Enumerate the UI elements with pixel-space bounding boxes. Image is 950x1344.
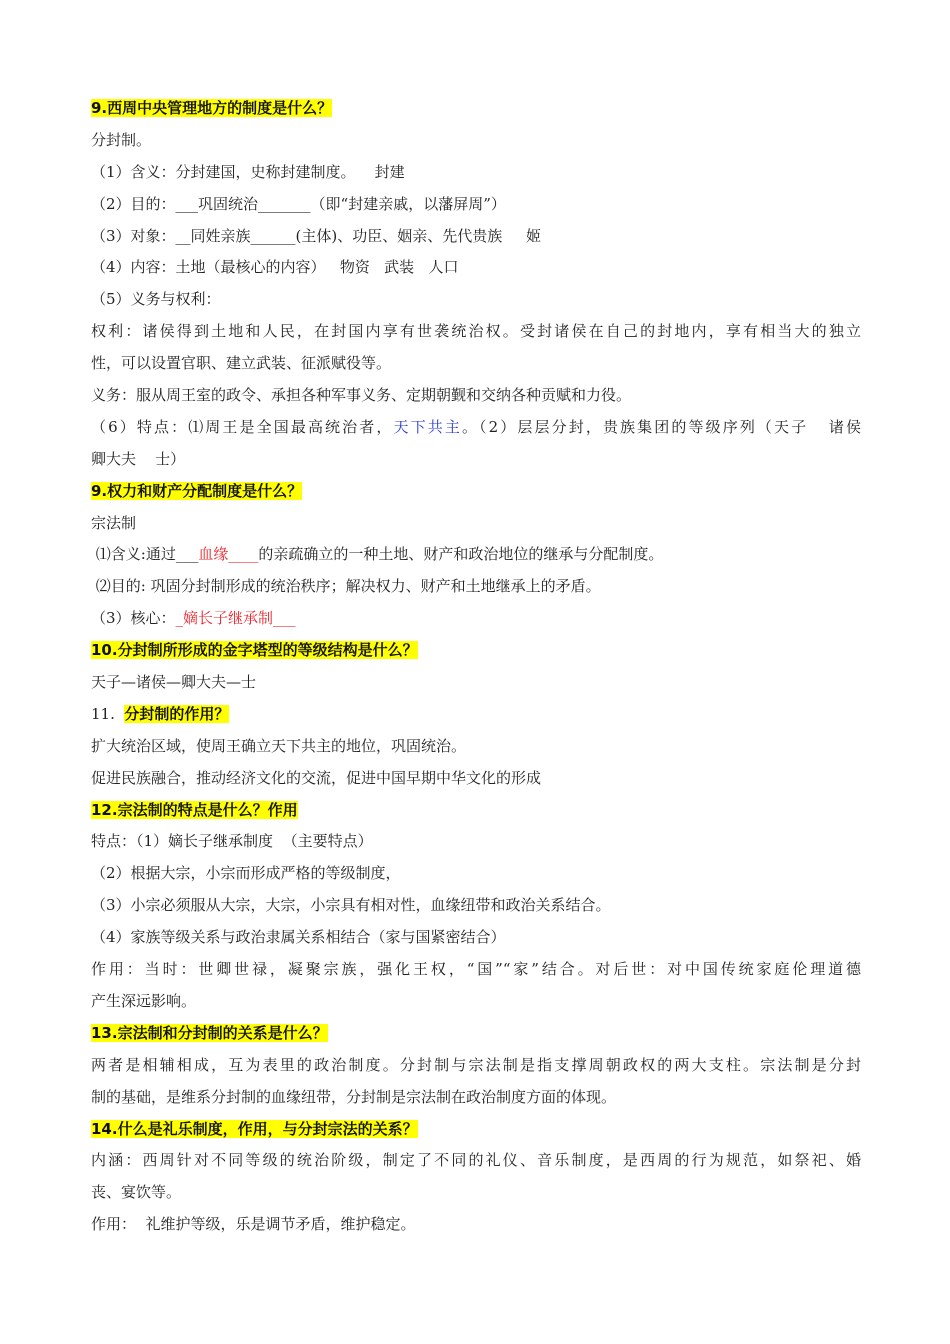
text-line xyxy=(91,891,861,923)
highlighted-heading-text: 9.权力和财产分配制度是什么？ xyxy=(91,481,303,500)
text-line xyxy=(91,764,861,796)
question-heading xyxy=(91,1019,861,1051)
text-line xyxy=(91,1178,861,1210)
text-segment: 制的基础，是维系分封制的血缘纽带，分封制是宗法制在政治制度方面的体现。 xyxy=(91,1087,617,1106)
document-page xyxy=(91,94,861,1242)
text-line xyxy=(91,987,861,1019)
text-segment: 两者是相辅相成，互为表里的政治制度。分封制与宗法制是指支撑周朝政权的两大支柱。宗法制是分封 xyxy=(91,1055,861,1074)
text-segment: （2）根据大宗，小宗而形成严格的等级制度， xyxy=(91,864,401,883)
highlighted-heading-text: 13.宗法制和分封制的关系是什么？ xyxy=(91,1023,328,1042)
text-segment: （4）家族等级关系与政治隶属关系相结合（家与国紧密结合） xyxy=(91,928,506,947)
text-segment: 权利：诸侯得到土地和人民，在封国内享有世袭统治权。受封诸侯在自己的封地内，享有相当大的独立 xyxy=(91,322,861,341)
text-segment: （1）含义：分封建国，史称封建制度。 封建 xyxy=(91,162,405,181)
text-line xyxy=(91,445,861,477)
text-line xyxy=(91,604,861,636)
text-segment: （3）小宗必须服从大宗，大宗，小宗具有相对性，血缘纽带和政治关系结合。 xyxy=(91,896,611,915)
text-segment: 义务：服从周王室的政令、承担各种军事义务、定期朝觐和交纳各种贡赋和力役。 xyxy=(91,386,632,405)
question-heading xyxy=(91,636,861,668)
highlighted-heading-text: 12.宗法制的特点是什么？作用 xyxy=(91,800,298,819)
text-line xyxy=(91,413,861,445)
highlighted-heading-text: 10.分封制所形成的金字塔型的等级结构是什么？ xyxy=(91,641,418,660)
text-line xyxy=(91,190,861,222)
text-line xyxy=(91,381,861,413)
text-segment: 丧、宴饮等。 xyxy=(91,1183,182,1202)
text-segment: ⑵目的: 巩固分封制形成的统治秩序；解决权力、财产和土地继承上的矛盾。 xyxy=(91,577,601,596)
text-segment: 卿大夫 士） xyxy=(91,449,186,468)
text-segment: 宗法制 xyxy=(91,513,137,532)
blue-key-text: 天下共主 xyxy=(393,417,462,436)
text-line xyxy=(91,859,861,891)
text-line xyxy=(91,732,861,764)
text-segment: （4）内容：土地（最核心的内容） 物资 武装 人口 xyxy=(91,258,459,277)
text-segment: ⑴含义:通过___ xyxy=(91,545,199,564)
text-segment: 促进民族融合，推动经济文化的交流，促进中国早期中华文化的形成 xyxy=(91,768,542,787)
text-segment: 产生深远影响。 xyxy=(91,991,197,1010)
text-segment: 特点：（1）嫡长子继承制度 （主要特点） xyxy=(91,832,373,851)
red-answer-text: _嫡长子继承制___ xyxy=(175,609,296,628)
text-segment: 。（2）层层分封，贵族集团的等级序列（天子 诸侯 xyxy=(461,417,861,436)
text-line xyxy=(91,668,861,700)
question-heading xyxy=(91,796,861,828)
highlighted-heading-text: 14.什么是礼乐制度，作用，与分封宗法的关系？ xyxy=(91,1119,418,1138)
highlighted-heading-text: 分封制的作用？ xyxy=(124,704,230,723)
text-segment: （3）核心： xyxy=(91,609,176,628)
question-heading xyxy=(91,94,861,126)
text-line xyxy=(91,158,861,190)
text-segment: 扩大统治区域，使周王确立天下共主的地位，巩固统治。 xyxy=(91,736,467,755)
text-line xyxy=(91,923,861,955)
text-segment: 的亲疏确立的一种土地、财产和政治地位的继承与分配制度。 xyxy=(258,545,664,564)
text-line xyxy=(91,317,861,349)
text-segment: 天子—诸侯—卿大夫—士 xyxy=(91,673,257,692)
text-line xyxy=(91,540,861,572)
text-line xyxy=(91,222,861,254)
text-segment: （2）目的：___巩固统治_______（即“封建亲戚，以藩屏周”） xyxy=(91,194,506,213)
text-line xyxy=(91,1210,861,1242)
question-heading xyxy=(91,700,861,732)
text-segment: 分封制。 xyxy=(91,130,152,149)
text-line xyxy=(91,285,861,317)
text-segment: （3）对象：__同姓亲族______(主体)、功臣、姻亲、先代贵族 姬 xyxy=(91,226,542,245)
text-line xyxy=(91,572,861,604)
text-segment: 性，可以设置官职、建立武装、征派赋役等。 xyxy=(91,354,392,373)
text-segment: 11. xyxy=(91,704,125,723)
text-segment: 内涵：西周针对不同等级的统治阶级，制定了不同的礼仪、音乐制度，是西周的行为规范，如祭祀、婚 xyxy=(91,1151,861,1170)
text-line xyxy=(91,1146,861,1178)
text-segment: （6）特点：⑴周王是全国最高统治者， xyxy=(91,417,394,436)
text-line xyxy=(91,126,861,158)
text-line xyxy=(91,509,861,541)
text-line xyxy=(91,1051,861,1083)
red-answer-text: 血缘____ xyxy=(198,545,259,564)
text-segment: 作用： 礼维护等级，乐是调节矛盾，维护稳定。 xyxy=(91,1215,416,1234)
text-line xyxy=(91,955,861,987)
text-segment: 作用：当时：世卿世禄，凝聚宗族，强化王权，“国”“家”结合。对后世：对中国传统家庭伦理道德 xyxy=(91,960,861,979)
highlighted-heading-text: 9.西周中央管理地方的制度是什么？ xyxy=(91,99,333,117)
text-line xyxy=(91,827,861,859)
text-line xyxy=(91,253,861,285)
text-segment: （5）义务与权利： xyxy=(91,290,221,309)
question-heading xyxy=(91,1115,861,1147)
text-line xyxy=(91,1083,861,1115)
question-heading xyxy=(91,477,861,509)
text-line xyxy=(91,349,861,381)
